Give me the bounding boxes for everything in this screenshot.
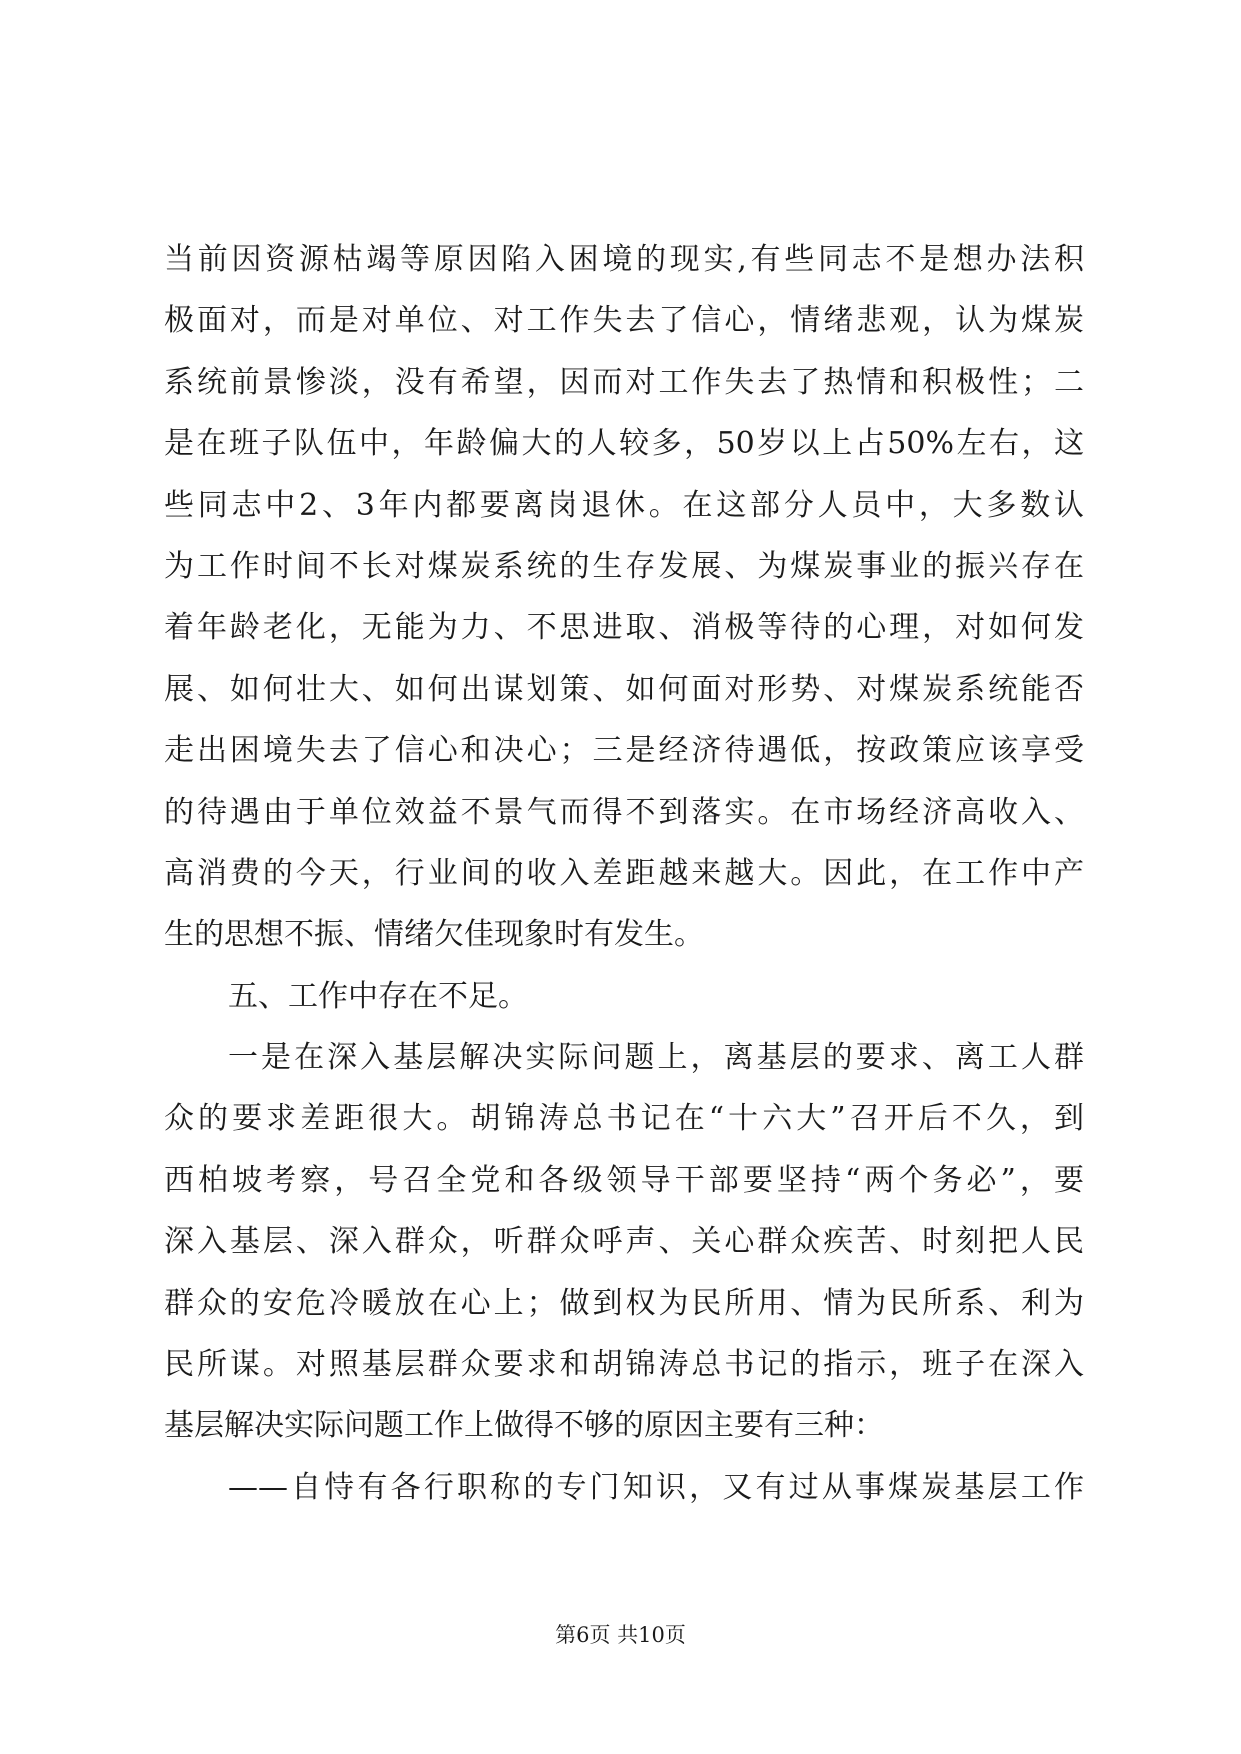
text-line: 走出困境失去了信心和决心；三是经济待遇低，按政策应该享受 (164, 733, 1084, 769)
section-heading: 五、工作中存在不足。 (228, 978, 528, 1014)
text-line: 当前因资源枯竭等原因陷入困境的现实,有些同志不是想办法积 (164, 242, 1084, 277)
text-line: 极面对，而是对单位、对工作失去了信心，情绪悲观，认为煤炭 (164, 303, 1084, 339)
text-line: 是在班子队伍中，年龄偏大的人较多，50岁以上占50%左右，这 (164, 426, 1084, 462)
text-line: 西柏坡考察，号召全党和各级领导干部要坚持“两个务必”，要 (164, 1162, 1084, 1198)
page-footer: 第6页 共10页 (555, 1623, 686, 1647)
body-text (164, 229, 1084, 1518)
text-line: 系统前景惨淡，没有希望，因而对工作失去了热情和积极性；二 (164, 364, 1084, 400)
text-line: 一是在深入基层解决实际问题上，离基层的要求、离工人群 (228, 1040, 1084, 1076)
text-line: 众的要求差距很大。胡锦涛总书记在“十六大”召开后不久，到 (164, 1101, 1084, 1137)
text-line: 为工作时间不长对煤炭系统的生存发展、为煤炭事业的振兴存在 (164, 548, 1084, 584)
text-line: 些同志中2、3年内都要离岗退休。在这部分人员中，大多数认 (164, 487, 1084, 523)
text-line: 民所谋。对照基层群众要求和胡锦涛总书记的指示，班子在深入 (164, 1347, 1084, 1383)
text-line: ——自恃有各行职称的专门知识，又有过从事煤炭基层工作 (228, 1469, 1084, 1505)
text-line: 生的思想不振、情绪欠佳现象时有发生。 (164, 917, 704, 953)
text-line: 基层解决实际问题工作上做得不够的原因主要有三种： (164, 1408, 884, 1444)
text-line: 群众的安危冷暖放在心上；做到权为民所用、情为民所系、利为 (164, 1285, 1084, 1321)
text-line: 着年龄老化，无能为力、不思进取、消极等待的心理，对如何发 (164, 610, 1084, 646)
text-line: 高消费的今天，行业间的收入差距越来越大。因此，在工作中产 (164, 855, 1084, 891)
text-line: 的待遇由于单位效益不景气而得不到落实。在市场经济高收入、 (164, 794, 1084, 830)
text-line: 深入基层、深入群众，听群众呼声、关心群众疾苦、时刻把人民 (164, 1224, 1084, 1260)
text-line: 展、如何壮大、如何出谋划策、如何面对形势、对煤炭系统能否 (164, 671, 1084, 707)
